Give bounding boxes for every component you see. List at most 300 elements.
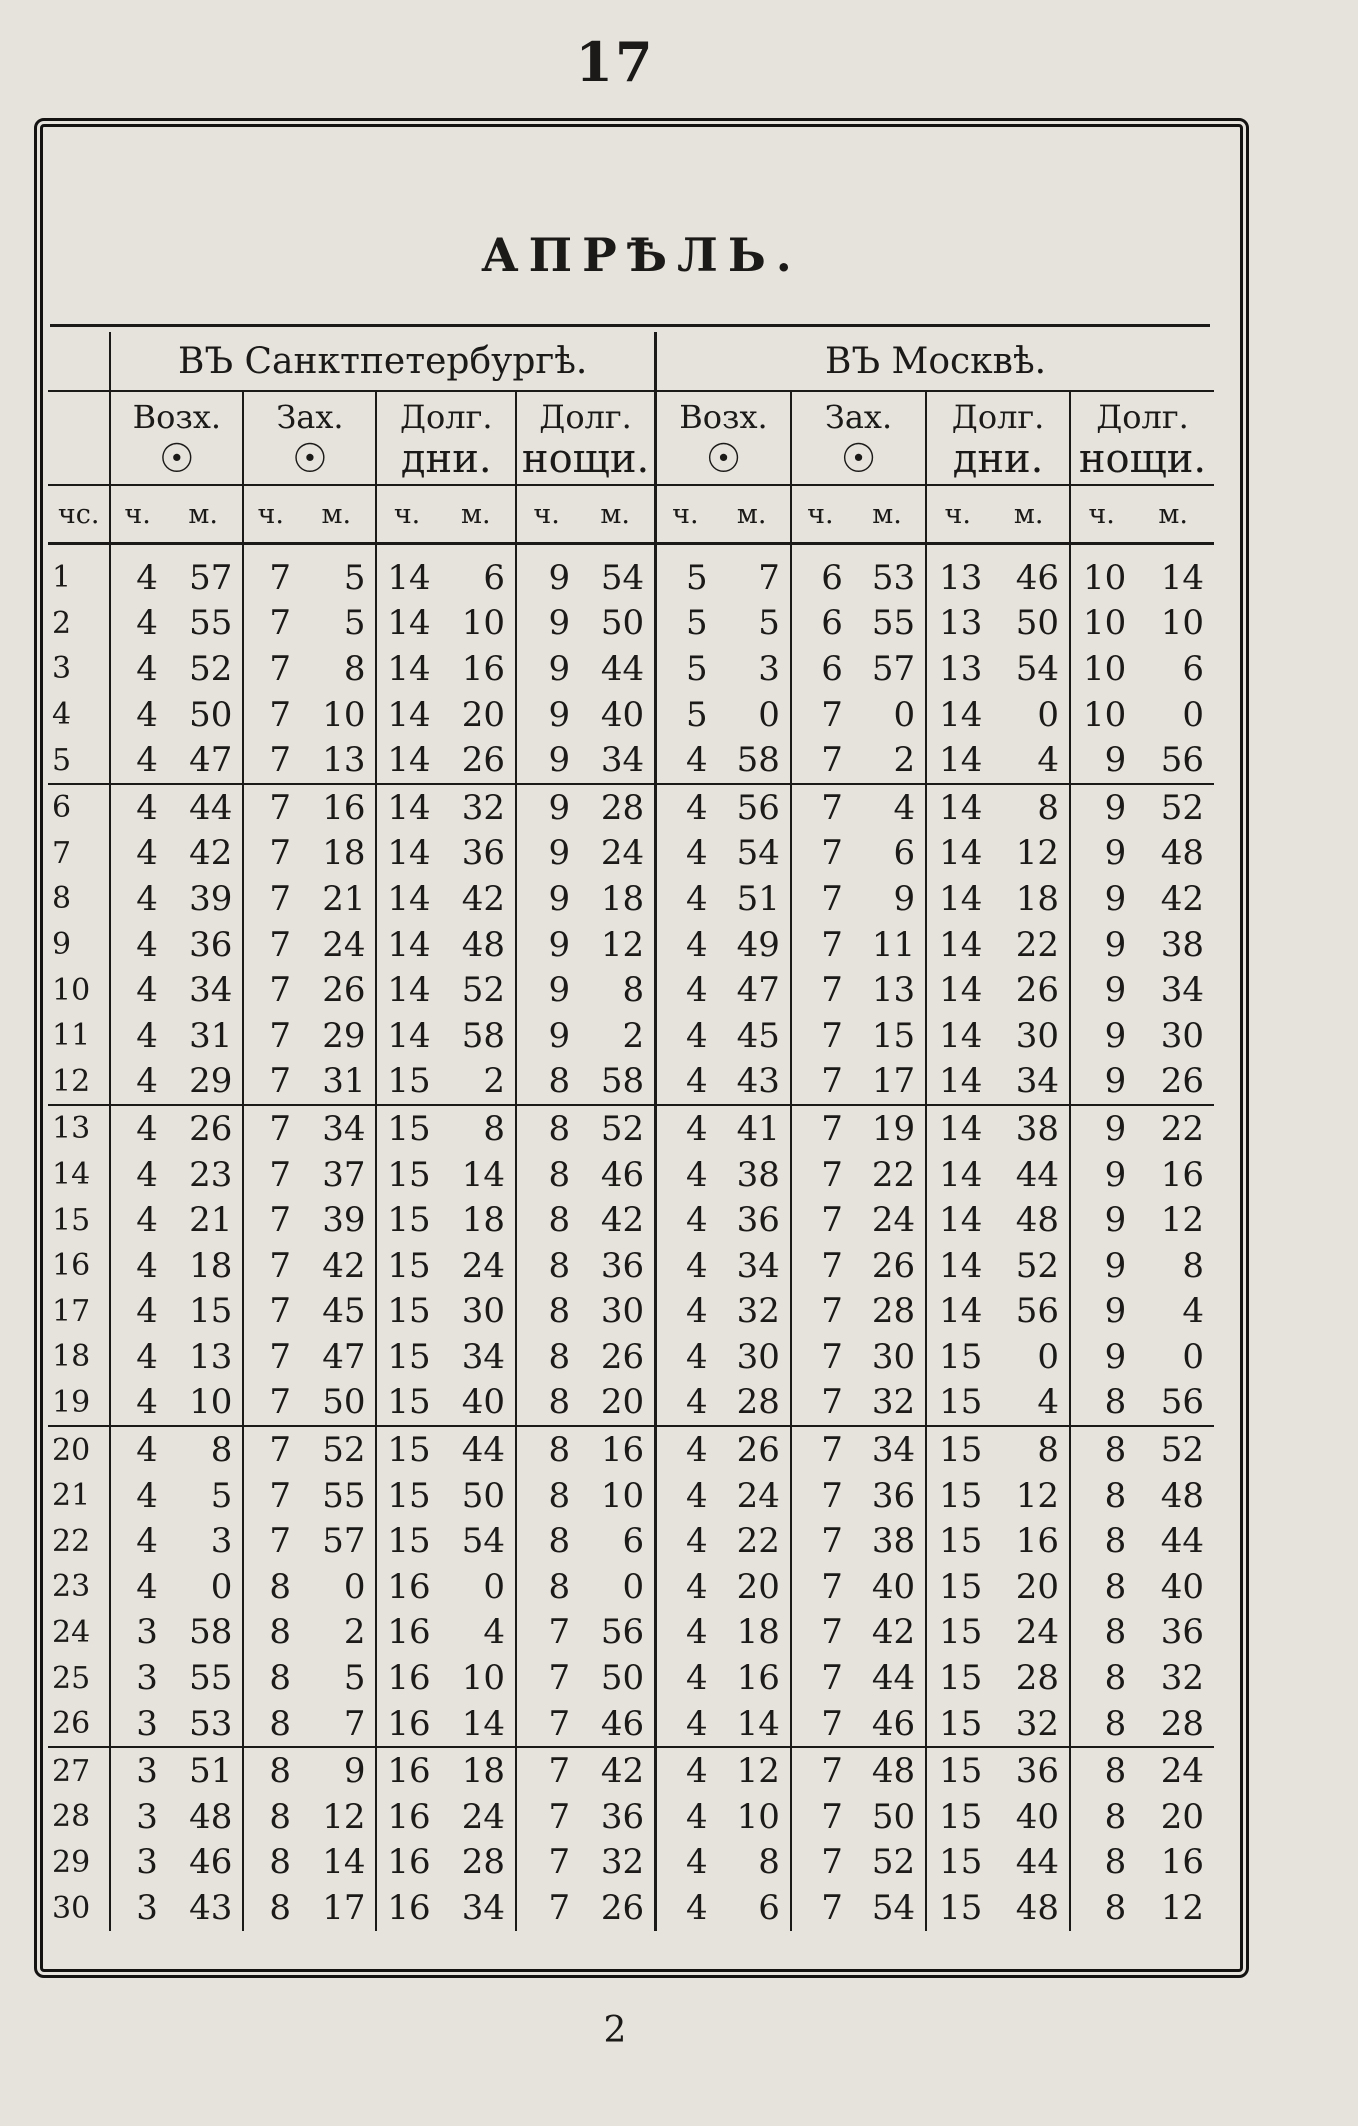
- minutes-cell: 58: [600, 1061, 645, 1102]
- minutes-cell: 2: [343, 1612, 366, 1653]
- minutes-cell: 48: [1160, 833, 1204, 874]
- minutes-cell: 30: [600, 1291, 645, 1332]
- sun-symbol-icon: ☉: [840, 436, 877, 482]
- minutes-cell: 24: [1132, 1747, 1214, 1794]
- minutes-cell: 30: [736, 1336, 780, 1377]
- minutes-cell: 39: [189, 878, 233, 919]
- hours-cell: 15: [376, 1105, 436, 1152]
- minutes-cell: 50: [600, 1658, 645, 1699]
- minutes-cell: 0: [758, 694, 780, 735]
- minutes-cell: 8: [988, 784, 1070, 831]
- minutes-cell: 10: [600, 1475, 645, 1516]
- hours-cell: 13: [926, 646, 988, 692]
- day-number: 29: [52, 1844, 91, 1880]
- table-row: [48, 876, 1214, 922]
- col-header: Долг. нощи.: [516, 391, 656, 485]
- day-number: 23: [52, 1569, 91, 1605]
- hours-cell: 14: [926, 1105, 988, 1152]
- hours-cell: 16: [376, 1885, 436, 1931]
- hours-cell: 4: [656, 922, 714, 968]
- minutes-cell: 48: [1160, 1475, 1204, 1516]
- minutes-cell: 4: [849, 784, 926, 831]
- hours-cell: 3: [110, 1840, 164, 1886]
- hours-cell: 15: [926, 1334, 988, 1380]
- hours-cell: 5: [656, 646, 714, 692]
- minutes-cell: 47: [736, 970, 780, 1011]
- minutes-cell: 6: [483, 557, 506, 598]
- hours-cell: 4: [656, 1426, 714, 1473]
- minutes-cell: 42: [600, 1200, 645, 1241]
- minutes-cell: 26: [600, 1888, 645, 1929]
- hours-cell: 9: [516, 876, 576, 922]
- minutes-cell: 36: [871, 1475, 916, 1516]
- hours-cell: 14: [376, 692, 436, 738]
- table-row: [48, 1334, 1214, 1380]
- table-body: [48, 544, 1214, 1931]
- minutes-cell: 58: [461, 1015, 506, 1056]
- hours-cell: 7: [243, 1197, 297, 1243]
- hours-cell: 7: [791, 1013, 849, 1059]
- minutes-cell: 18: [189, 1245, 233, 1286]
- hours-cell: 7: [791, 1473, 849, 1519]
- day-number: 30: [52, 1890, 91, 1926]
- hours-cell: 8: [516, 1197, 576, 1243]
- table-row: [48, 1885, 1214, 1931]
- hours-cell: 7: [243, 1059, 297, 1106]
- minutes-cell: 44: [871, 1658, 916, 1699]
- minutes-cell: 43: [736, 1061, 780, 1102]
- hours-cell: 10: [1070, 692, 1132, 738]
- minutes-cell: 30: [1160, 1015, 1204, 1056]
- minutes-cell: 17: [322, 1888, 366, 1929]
- minutes-cell: 24: [1015, 1612, 1059, 1653]
- minutes-cell: 2: [483, 1061, 506, 1102]
- minutes-cell: 30: [871, 1336, 916, 1377]
- hours-cell: 10: [1070, 646, 1132, 692]
- minutes-cell: 52: [461, 970, 506, 1011]
- hours-cell: 7: [791, 1564, 849, 1610]
- hours-cell: 7: [243, 692, 297, 738]
- day-number: 24: [52, 1614, 91, 1650]
- hours-cell: 8: [516, 1059, 576, 1106]
- minutes-cell: 28: [1160, 1703, 1204, 1744]
- minutes-cell: 29: [189, 1061, 233, 1102]
- minutes-cell: 44: [437, 1426, 516, 1473]
- hours-cell: 6: [791, 646, 849, 692]
- hours-cell: 9: [1070, 1152, 1132, 1198]
- minutes-cell: 3: [758, 648, 780, 689]
- hours-cell: 7: [791, 1794, 849, 1840]
- minutes-cell: 57: [322, 1521, 366, 1562]
- table-row: [48, 544, 1214, 601]
- hours-cell: 3: [110, 1610, 164, 1656]
- minutes-cell: 41: [714, 1105, 791, 1152]
- hours-cell: 14: [926, 967, 988, 1013]
- minutes-cell: 56: [714, 784, 791, 831]
- hours-cell: 9: [516, 544, 576, 601]
- hours-cell: 4: [110, 784, 164, 831]
- hours-cell: 16: [376, 1794, 436, 1840]
- col-header: Зах. ☉: [243, 391, 376, 485]
- minutes-cell: 28: [461, 1842, 506, 1883]
- hours-cell: 8: [516, 1243, 576, 1289]
- hours-cell: 15: [926, 1840, 988, 1886]
- hours-cell: 15: [926, 1426, 988, 1473]
- hours-cell: 14: [926, 922, 988, 968]
- day-number: 22: [52, 1523, 91, 1559]
- unit-header-row: чс. ч. м. ч. м. ч. м. ч. м. ч. м. ч. м. ч. м. ч. м.: [48, 485, 1214, 544]
- hours-cell: 5: [656, 692, 714, 738]
- hours-cell: 4: [110, 1518, 164, 1564]
- minutes-cell: 12: [322, 1796, 366, 1837]
- minutes-cell: 16: [1160, 1154, 1204, 1195]
- minutes-cell: 38: [871, 1521, 916, 1562]
- col-header: Долг. дни.: [376, 391, 516, 485]
- minutes-cell: 26: [600, 1336, 645, 1377]
- hours-cell: 3: [110, 1885, 164, 1931]
- hours-cell: 15: [926, 1518, 988, 1564]
- hours-cell: 14: [376, 876, 436, 922]
- minutes-cell: 7: [343, 1703, 366, 1744]
- minutes-cell: 6: [622, 1521, 645, 1562]
- hours-cell: 7: [516, 1610, 576, 1656]
- minutes-cell: 32: [1015, 1703, 1059, 1744]
- minutes-cell: 58: [189, 1612, 233, 1653]
- hours-cell: 7: [243, 922, 297, 968]
- hours-cell: 4: [656, 1794, 714, 1840]
- minutes-cell: 36: [736, 1200, 780, 1241]
- minutes-cell: 40: [1160, 1566, 1204, 1607]
- day-number: 13: [48, 1105, 110, 1152]
- hours-cell: 14: [926, 784, 988, 831]
- minutes-cell: 42: [189, 833, 233, 874]
- sun-symbol-icon: ☉: [705, 436, 742, 482]
- hours-cell: 7: [243, 1334, 297, 1380]
- hours-cell: 7: [243, 737, 297, 784]
- hours-cell: 9: [516, 646, 576, 692]
- minutes-cell: 0: [1182, 694, 1204, 735]
- minutes-cell: 52: [871, 1842, 916, 1883]
- day-number: 8: [52, 881, 72, 917]
- minutes-cell: 56: [1160, 1382, 1204, 1423]
- hours-cell: 7: [791, 1334, 849, 1380]
- hours-cell: 15: [926, 1747, 988, 1794]
- minutes-cell: 36: [600, 1796, 645, 1837]
- hours-cell: 4: [656, 1243, 714, 1289]
- minutes-cell: 24: [736, 1475, 780, 1516]
- minutes-cell: 15: [871, 1015, 916, 1056]
- minutes-cell: 55: [189, 603, 233, 644]
- hours-cell: 8: [516, 1518, 576, 1564]
- hours-cell: 9: [516, 737, 576, 784]
- minutes-cell: 30: [461, 1291, 506, 1332]
- minutes-cell: 47: [189, 740, 233, 781]
- minutes-cell: 34: [461, 1888, 506, 1929]
- unit-day: чс.: [48, 485, 110, 544]
- minutes-cell: 21: [189, 1200, 233, 1241]
- minutes-cell: 20: [1015, 1566, 1059, 1607]
- hours-cell: 4: [656, 1197, 714, 1243]
- hours-cell: 7: [516, 1794, 576, 1840]
- minutes-cell: 42: [322, 1245, 366, 1286]
- minutes-cell: 46: [871, 1703, 916, 1744]
- minutes-cell: 34: [189, 970, 233, 1011]
- minutes-cell: 10: [461, 603, 506, 644]
- minutes-cell: 40: [871, 1566, 916, 1607]
- minutes-cell: 12: [1015, 1475, 1059, 1516]
- hours-cell: 8: [243, 1747, 297, 1794]
- table-row: [48, 601, 1214, 647]
- day-number: 5: [52, 742, 72, 778]
- hours-cell: 15: [376, 1243, 436, 1289]
- day-number: 26: [52, 1706, 91, 1742]
- hours-cell: 4: [110, 544, 164, 601]
- hours-cell: 8: [516, 1334, 576, 1380]
- hours-cell: 4: [656, 1840, 714, 1886]
- minutes-cell: 50: [461, 1475, 506, 1516]
- minutes-cell: 30: [1015, 1015, 1059, 1056]
- minutes-cell: 6: [1182, 648, 1204, 689]
- minutes-cell: 54: [461, 1521, 506, 1562]
- minutes-cell: 34: [297, 1105, 376, 1152]
- day-number: 15: [52, 1202, 91, 1238]
- hours-cell: 3: [110, 1655, 164, 1701]
- hours-cell: 7: [243, 646, 297, 692]
- minutes-cell: 54: [871, 1888, 916, 1929]
- hours-cell: 9: [1070, 831, 1132, 877]
- hours-cell: 7: [791, 1105, 849, 1152]
- minutes-cell: 32: [871, 1382, 916, 1423]
- col-header: Возх. ☉: [110, 391, 243, 485]
- hours-cell: 8: [243, 1655, 297, 1701]
- hours-cell: 8: [1070, 1380, 1132, 1427]
- col-header: Долг. дни.: [926, 391, 1070, 485]
- hours-cell: 4: [656, 1059, 714, 1106]
- table-row: [48, 1518, 1214, 1564]
- minutes-cell: 28: [1015, 1658, 1059, 1699]
- day-number: 1: [52, 560, 72, 596]
- hours-cell: 4: [110, 601, 164, 647]
- hours-cell: 4: [656, 1473, 714, 1519]
- hours-cell: 9: [1070, 1013, 1132, 1059]
- minutes-cell: 31: [322, 1061, 366, 1102]
- minutes-cell: 16: [461, 648, 506, 689]
- minutes-cell: 54: [736, 833, 780, 874]
- minutes-cell: 34: [736, 1245, 780, 1286]
- hours-cell: 7: [243, 1518, 297, 1564]
- minutes-cell: 16: [736, 1658, 780, 1699]
- minutes-cell: 0: [483, 1566, 506, 1607]
- hours-cell: 4: [110, 646, 164, 692]
- table-row: [48, 967, 1214, 1013]
- minutes-cell: 48: [189, 1796, 233, 1837]
- minutes-cell: 52: [297, 1426, 376, 1473]
- hours-cell: 4: [110, 737, 164, 784]
- minutes-cell: 48: [461, 924, 506, 965]
- hours-cell: 5: [656, 544, 714, 601]
- hours-cell: 7: [243, 1013, 297, 1059]
- hours-cell: 8: [243, 1610, 297, 1656]
- minutes-cell: 18: [600, 878, 645, 919]
- minutes-cell: 42: [461, 878, 506, 919]
- minutes-cell: 46: [189, 1842, 233, 1883]
- minutes-cell: 34: [1160, 970, 1204, 1011]
- hours-cell: 8: [1070, 1701, 1132, 1748]
- day-number: 7: [52, 835, 72, 871]
- day-number: 20: [48, 1426, 110, 1473]
- column-header-row: [48, 391, 1214, 485]
- minutes-cell: 4: [1182, 1291, 1204, 1332]
- hours-cell: 9: [1070, 922, 1132, 968]
- minutes-cell: 34: [849, 1426, 926, 1473]
- minutes-cell: 56: [600, 1612, 645, 1653]
- hours-cell: 9: [1070, 1197, 1132, 1243]
- hours-cell: 8: [1070, 1426, 1132, 1473]
- hours-cell: 15: [376, 1380, 436, 1427]
- minutes-cell: 5: [343, 557, 366, 598]
- minutes-cell: 8: [343, 648, 366, 689]
- hours-cell: 7: [791, 1518, 849, 1564]
- hours-cell: 14: [926, 1152, 988, 1198]
- hours-cell: 7: [516, 1840, 576, 1886]
- minutes-cell: 21: [322, 878, 366, 919]
- hours-cell: 4: [656, 1013, 714, 1059]
- hours-cell: 4: [656, 1380, 714, 1427]
- minutes-cell: 49: [736, 924, 780, 965]
- hours-cell: 4: [110, 1473, 164, 1519]
- minutes-cell: 45: [736, 1015, 780, 1056]
- minutes-cell: 52: [1132, 1426, 1214, 1473]
- minutes-cell: 42: [576, 1747, 655, 1794]
- day-number: 21: [52, 1478, 91, 1514]
- minutes-cell: 7: [758, 557, 780, 598]
- hours-cell: 8: [1070, 1473, 1132, 1519]
- hours-cell: 15: [376, 1473, 436, 1519]
- minutes-cell: 50: [322, 1382, 366, 1423]
- minutes-cell: 47: [322, 1336, 366, 1377]
- minutes-cell: 18: [461, 1200, 506, 1241]
- hours-cell: 8: [516, 1289, 576, 1335]
- hours-cell: 4: [656, 1655, 714, 1701]
- hours-cell: 14: [376, 1013, 436, 1059]
- col-header: Возх. ☉: [656, 391, 791, 485]
- minutes-cell: 16: [1015, 1521, 1059, 1562]
- minutes-cell: 20: [461, 694, 506, 735]
- hours-cell: 4: [110, 967, 164, 1013]
- page-number: 17: [575, 30, 655, 94]
- minutes-cell: 38: [1160, 924, 1204, 965]
- signature-mark: 2: [603, 2010, 627, 2051]
- minutes-cell: 48: [1015, 1888, 1059, 1929]
- minutes-cell: 44: [1160, 1521, 1204, 1562]
- minutes-cell: 40: [461, 1382, 506, 1423]
- hours-cell: 8: [243, 1564, 297, 1610]
- hours-cell: 16: [376, 1840, 436, 1886]
- hours-cell: 15: [926, 1794, 988, 1840]
- hours-cell: 8: [1070, 1747, 1132, 1794]
- minutes-cell: 12: [1160, 1200, 1204, 1241]
- minutes-cell: 24: [322, 924, 366, 965]
- minutes-cell: 32: [437, 784, 516, 831]
- hours-cell: 9: [1070, 1059, 1132, 1106]
- hours-cell: 4: [656, 876, 714, 922]
- hours-cell: 9: [516, 601, 576, 647]
- minutes-cell: 13: [322, 740, 366, 781]
- minutes-cell: 56: [1015, 1291, 1059, 1332]
- hours-cell: 3: [110, 1747, 164, 1794]
- hours-cell: 5: [656, 601, 714, 647]
- table-row: [48, 692, 1214, 738]
- minutes-cell: 58: [736, 740, 780, 781]
- table-row: [48, 1701, 1214, 1748]
- minutes-cell: 13: [189, 1336, 233, 1377]
- day-number: 9: [52, 927, 72, 963]
- minutes-cell: 2: [893, 740, 916, 781]
- table-row: [48, 1197, 1214, 1243]
- month-title: АПРѢЛЬ.: [481, 228, 802, 282]
- minutes-cell: 0: [622, 1566, 645, 1607]
- minutes-cell: 43: [189, 1888, 233, 1929]
- hours-cell: 14: [926, 737, 988, 784]
- hours-cell: 13: [926, 601, 988, 647]
- minutes-cell: 38: [736, 1154, 780, 1195]
- minutes-cell: 3: [210, 1521, 233, 1562]
- hours-cell: 16: [376, 1610, 436, 1656]
- hours-cell: 4: [110, 1334, 164, 1380]
- minutes-cell: 52: [576, 1105, 655, 1152]
- hours-cell: 14: [376, 646, 436, 692]
- minutes-cell: 44: [600, 648, 645, 689]
- minutes-cell: 8: [1182, 1245, 1204, 1286]
- hours-cell: 6: [791, 544, 849, 601]
- hours-cell: 7: [791, 1840, 849, 1886]
- hours-cell: 9: [516, 967, 576, 1013]
- hours-cell: 7: [791, 922, 849, 968]
- minutes-cell: 20: [600, 1382, 645, 1423]
- table-row: [48, 1013, 1214, 1059]
- hours-cell: 7: [791, 1289, 849, 1335]
- minutes-cell: 28: [871, 1291, 916, 1332]
- minutes-cell: 56: [1160, 740, 1204, 781]
- minutes-cell: 14: [461, 1154, 506, 1195]
- hours-cell: 7: [243, 831, 297, 877]
- minutes-cell: 24: [600, 833, 645, 874]
- hours-cell: 7: [791, 1610, 849, 1656]
- minutes-cell: 0: [1037, 1336, 1059, 1377]
- minutes-cell: 28: [576, 784, 655, 831]
- hours-cell: 4: [110, 692, 164, 738]
- minutes-cell: 36: [1160, 1612, 1204, 1653]
- hours-cell: 8: [1070, 1794, 1132, 1840]
- minutes-cell: 50: [1015, 603, 1059, 644]
- minutes-cell: 5: [210, 1475, 233, 1516]
- minutes-cell: 51: [164, 1747, 243, 1794]
- hours-cell: 16: [376, 1747, 436, 1794]
- hours-cell: 4: [656, 1885, 714, 1931]
- minutes-cell: 20: [736, 1566, 780, 1607]
- day-number: 2: [52, 605, 72, 641]
- minutes-cell: 24: [461, 1245, 506, 1286]
- hours-cell: 7: [243, 876, 297, 922]
- minutes-cell: 36: [988, 1747, 1070, 1794]
- hours-cell: 8: [243, 1840, 297, 1886]
- hours-cell: 14: [926, 1013, 988, 1059]
- day-number: 25: [52, 1660, 91, 1696]
- hours-cell: 15: [376, 1059, 436, 1106]
- hours-cell: 15: [376, 1152, 436, 1198]
- minutes-cell: 14: [461, 1703, 506, 1744]
- minutes-cell: 26: [1160, 1061, 1204, 1102]
